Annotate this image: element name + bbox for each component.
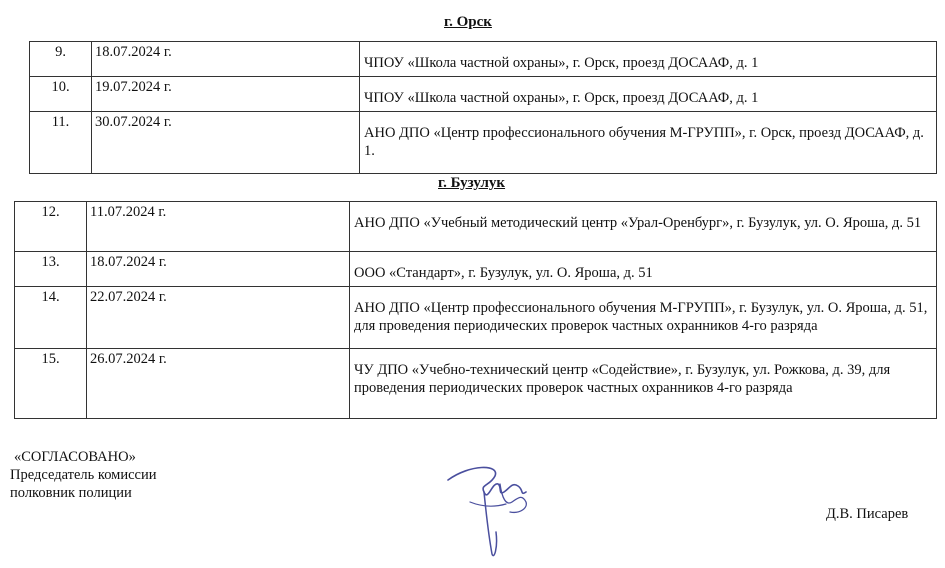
table-row bbox=[15, 202, 937, 252]
row-number: 12. bbox=[15, 202, 87, 252]
table-row bbox=[15, 349, 937, 419]
table-row bbox=[30, 42, 937, 77]
row-date: 26.07.2024 г. bbox=[87, 349, 350, 419]
row-number: 9. bbox=[30, 42, 92, 77]
table-row bbox=[15, 252, 937, 287]
row-number: 10. bbox=[30, 77, 92, 112]
section-title-orsk: г. Орск bbox=[444, 14, 492, 30]
section-title-buzuluk: г. Бузулук bbox=[438, 175, 506, 191]
table-row bbox=[30, 77, 937, 112]
row-date: 22.07.2024 г. bbox=[87, 287, 350, 349]
approval-block bbox=[10, 448, 157, 502]
row-number: 11. bbox=[30, 112, 92, 174]
approval-rank: полковник полиции bbox=[10, 485, 132, 501]
row-address: АНО ДПО «Учебный методический центр «Урал-Оренбург», г. Бузулук, ул. О. Яроша, д. 51 bbox=[350, 202, 937, 252]
approval-stamp-text: «СОГЛАСОВАНО» bbox=[14, 449, 136, 465]
row-date: 18.07.2024 г. bbox=[87, 252, 350, 287]
row-number: 15. bbox=[15, 349, 87, 419]
row-number: 13. bbox=[15, 252, 87, 287]
schedule-table-buzuluk bbox=[14, 201, 937, 419]
table-row bbox=[30, 112, 937, 174]
approval-position: Председатель комиссии bbox=[10, 467, 157, 483]
row-address: ЧПОУ «Школа частной охраны», г. Орск, проезд ДОСААФ, д. 1 bbox=[360, 77, 937, 112]
schedule-table-orsk bbox=[29, 41, 937, 174]
row-address: ООО «Стандарт», г. Бузулук, ул. О. Яроша, д. 51 bbox=[350, 252, 937, 287]
row-date: 19.07.2024 г. bbox=[92, 77, 360, 112]
row-date: 11.07.2024 г. bbox=[87, 202, 350, 252]
signatory-name: Д.В. Писарев bbox=[826, 506, 909, 522]
signature-image bbox=[440, 462, 550, 562]
row-address: ЧУ ДПО «Учебно-технический центр «Содействие», г. Бузулук, ул. Рожкова, д. 39, для проведения периодических проверок частных охранников 4-го разряда bbox=[350, 349, 937, 419]
table-row bbox=[15, 287, 937, 349]
row-address: ЧПОУ «Школа частной охраны», г. Орск, проезд ДОСААФ, д. 1 bbox=[360, 42, 937, 77]
row-date: 18.07.2024 г. bbox=[92, 42, 360, 77]
row-number: 14. bbox=[15, 287, 87, 349]
row-address: АНО ДПО «Центр профессионального обучения М-ГРУПП», г. Бузулук, ул. О. Яроша, д. 51, для проведения периодических проверок частных охранников 4-го разряда bbox=[350, 287, 937, 349]
row-address: АНО ДПО «Центр профессионального обучения М-ГРУПП», г. Орск, проезд ДОСААФ, д. 1. bbox=[360, 112, 937, 174]
row-date: 30.07.2024 г. bbox=[92, 112, 360, 174]
